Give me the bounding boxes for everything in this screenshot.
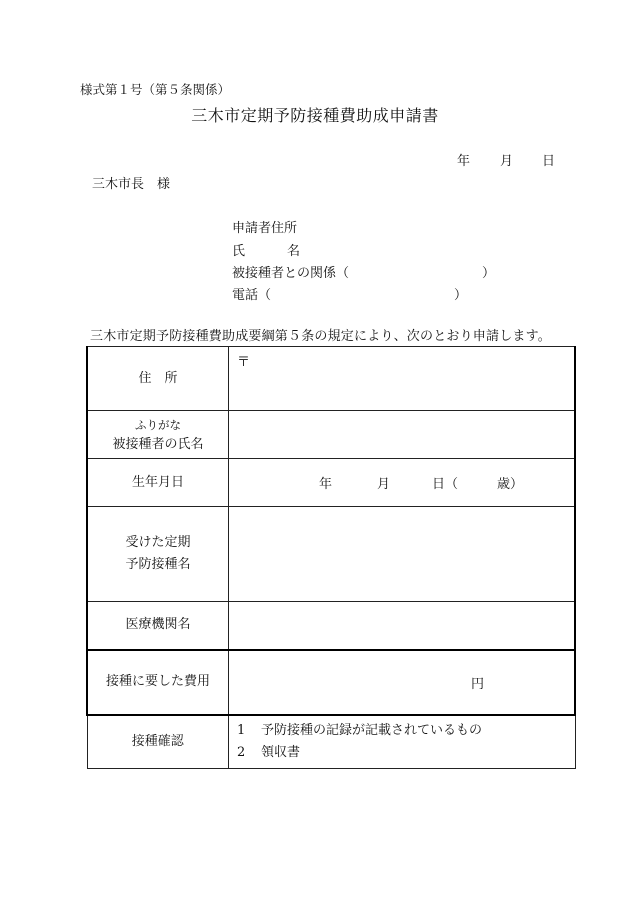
confirm-item [237,720,575,742]
dob-input-cell[interactable] [229,459,576,507]
vaccine-label-cell [87,507,229,602]
cost-input-cell[interactable] [229,650,576,715]
confirm-item-num: 2 [237,744,246,760]
dob-row [87,459,575,507]
cost-unit: 円 [470,676,484,692]
institution-label: 医療機関名 [87,602,229,650]
institution-input-cell[interactable] [229,602,576,650]
name-label: 被接種者の氏名 [112,436,204,452]
vaccine-label-line2: 予防接種名 [125,557,191,572]
confirm-item-text: 予防接種の記録が記載されているもの [261,722,483,738]
vaccine-row [87,507,575,602]
address-row [87,347,575,411]
addressee: 三木市長 様 [92,177,171,192]
applicant-phone-label: 電話（ [232,288,272,303]
applicant-name-label-2: 名 [287,244,301,259]
confirm-item-text: 領収書 [261,744,301,760]
form-number: 様式第１号（第５条関係） [80,82,231,97]
date-day-label: 日 [542,154,556,169]
name-row [87,411,575,459]
applicant-relation-label: 被接種者との関係（ [232,266,350,281]
application-table [86,346,576,769]
date-month-label: 月 [500,154,514,169]
intro-text: 三木市定期予防接種費助成要綱第５条の規定により、次のとおり申請します。 [90,329,551,344]
cost-row [87,650,575,715]
postal-mark: 〒 [237,355,251,370]
confirm-row [87,715,575,769]
name-label-cell [87,411,229,459]
furigana-label: ふりがな [135,417,181,432]
applicant-phone-close: ） [454,288,468,303]
name-input-cell[interactable] [229,411,576,459]
address-label-cell [87,347,229,411]
applicant-name-label-1: 氏 [232,244,246,259]
dob-age: 歳） [497,476,524,492]
confirm-item-num: 1 [237,722,246,738]
dob-label: 生年月日 [87,459,229,507]
document-title: 三木市定期予防接種費助成申請書 [191,106,439,125]
dob-day: 日（ [432,476,459,492]
confirm-list-cell [229,715,576,769]
applicant-address-label: 申請者住所 [232,221,298,236]
confirm-label: 接種確認 [87,715,229,769]
vaccine-label-line1: 受けた定期 [125,535,191,550]
vaccine-input-cell[interactable] [229,507,576,602]
address-label-2: 所 [164,370,178,386]
cost-label: 接種に要した費用 [87,650,229,715]
dob-year: 年 [319,476,333,492]
confirm-item [237,742,575,764]
dob-month: 月 [377,476,391,492]
institution-row [87,602,575,650]
address-label-1: 住 [138,370,152,386]
address-input-cell[interactable] [229,347,576,411]
applicant-relation-close: ） [482,266,496,281]
date-year-label: 年 [457,154,471,169]
